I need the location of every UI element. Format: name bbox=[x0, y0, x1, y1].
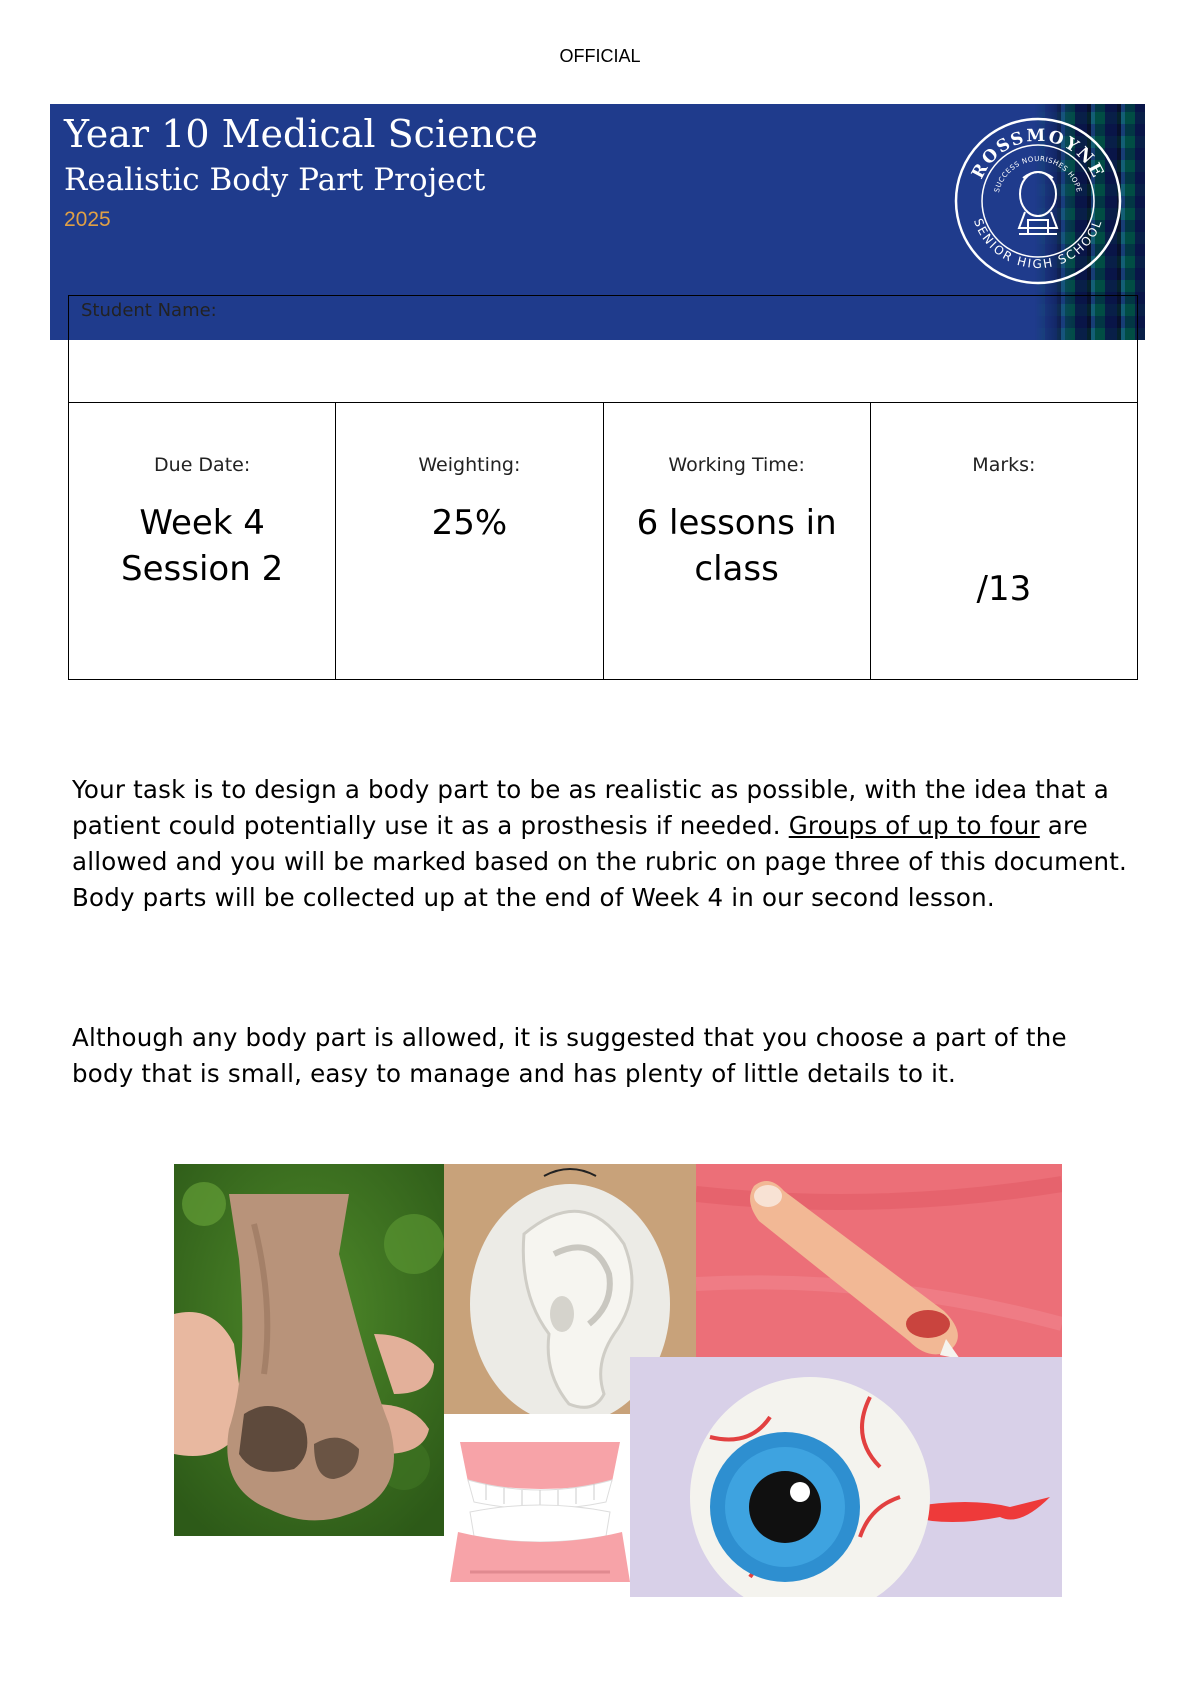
due-date-line2: Session 2 bbox=[121, 549, 284, 589]
weighting-label: Weighting: bbox=[418, 454, 521, 476]
crest-motto-text: SUCCESS NOURISHES HOPE bbox=[992, 154, 1084, 194]
due-date-cell bbox=[69, 402, 336, 679]
suggestion-paragraph: Although any body part is allowed, it is suggested that you choose a part of the body that is small, easy to manage and has plenty of little details to it. bbox=[72, 1023, 1067, 1088]
eyeball-model-image bbox=[630, 1357, 1062, 1597]
year-label: 2025 bbox=[64, 208, 111, 231]
weighting-cell bbox=[336, 402, 603, 679]
due-date-label: Due Date: bbox=[154, 454, 251, 476]
marks-cell bbox=[871, 402, 1137, 679]
weighting-value: 25% bbox=[431, 503, 508, 543]
student-name-field[interactable] bbox=[68, 295, 1138, 403]
page-subtitle: Realistic Body Part Project bbox=[64, 162, 486, 198]
group-size-emphasis: Groups of up to four bbox=[788, 811, 1040, 840]
marks-value: /13 bbox=[976, 569, 1032, 609]
marks-label: Marks: bbox=[972, 454, 1036, 476]
due-date-value bbox=[75, 500, 329, 592]
svg-text:SUCCESS NOURISHES HOPE bbox=[993, 155, 1083, 193]
task-description bbox=[72, 772, 1132, 916]
crest-emblem-icon bbox=[1019, 172, 1057, 234]
school-crest-logo bbox=[953, 116, 1123, 286]
assessment-info-table bbox=[68, 402, 1138, 680]
nose-model-image bbox=[174, 1164, 444, 1536]
teeth-model-image bbox=[450, 1422, 630, 1602]
page-title: Year 10 Medical Science bbox=[64, 112, 538, 156]
classification-label: OFFICIAL bbox=[559, 46, 641, 66]
svg-text:SENIOR HIGH SCHOOL bbox=[971, 217, 1105, 271]
working-time-line1: 6 lessons in bbox=[636, 503, 837, 543]
student-name-label: Student Name: bbox=[81, 300, 217, 321]
finger-model-image bbox=[696, 1164, 1062, 1357]
working-time-line2: class bbox=[694, 549, 779, 589]
due-date-line1: Week 4 bbox=[139, 503, 265, 543]
crest-school-text: SENIOR HIGH SCHOOL bbox=[970, 216, 1106, 272]
crest-name-text: ROSSMOYNE bbox=[968, 125, 1108, 183]
task-text-part2: are allowed and you will be marked based on the rubric on page three of this document. Body parts will be collected up at the end of Week 4 in our second lesson. bbox=[72, 811, 1128, 912]
working-time-label: Working Time: bbox=[668, 454, 805, 476]
working-time-cell bbox=[604, 402, 871, 679]
task-text-part1: Your task is to design a body part to be as realistic as possible, with the idea that a patient could potentially use it as a prosthesis if needed. bbox=[72, 775, 1109, 840]
working-time-value bbox=[610, 500, 864, 592]
